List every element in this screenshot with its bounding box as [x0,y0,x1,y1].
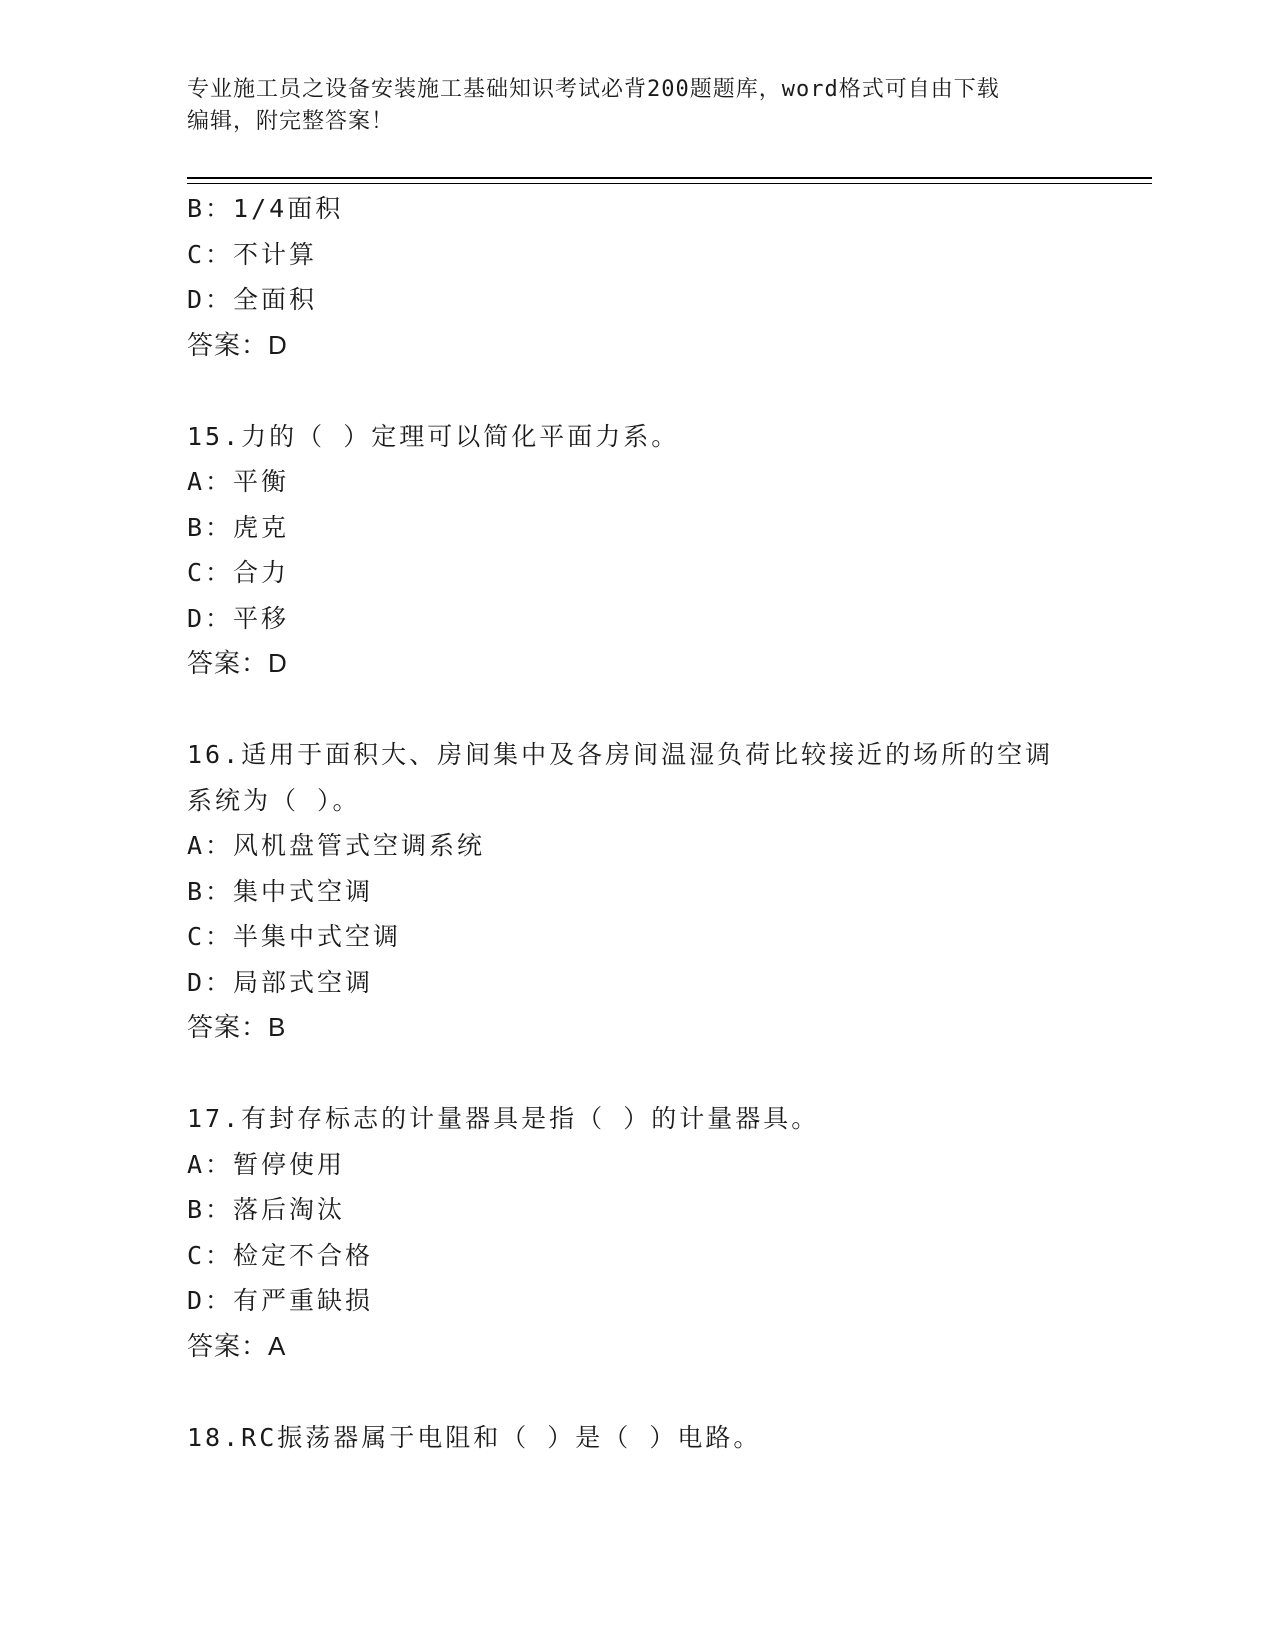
option-b: B：虎克 [187,512,290,542]
option-c: C：半集中式空调 [187,922,402,951]
option-b: B：集中式空调 [187,876,374,906]
spacer [187,1051,1087,1097]
document-header [187,74,1067,138]
spacer [187,687,1087,733]
question-list [187,186,1087,1460]
answer-line: 答案：B [187,1012,287,1042]
option-d: D：有严重缺损 [187,1286,374,1315]
option-a: A：平衡 [187,467,290,496]
question-stem: 15.力的（ ）定理可以简化平面力系。 [187,421,680,451]
header-line-1: 专业施工员之设备安装施工基础知识考试必背200题题库，word格式可自由下载 [187,77,1000,102]
option-d: D：平移 [187,603,290,633]
option-a: A：暂停使用 [187,1149,346,1179]
answer-line: 答案：D [187,329,288,360]
option-b: B：落后淘汰 [187,1195,346,1224]
spacer [187,368,1087,414]
question-stem-continued: 系统为（ ）。 [187,785,361,815]
option-d: D：局部式空调 [187,967,374,997]
question-stem: 18.RC振荡器属于电阻和（ ）是（ ）电路。 [187,1422,762,1452]
option-b: B：1/4面积 [187,194,344,223]
answer-line: 答案：D [187,648,288,678]
option-c: C：不计算 [187,239,318,269]
header-rule-thin [187,183,1152,184]
option-a: A：风机盘管式空调系统 [187,831,486,860]
answer-line: 答案：A [187,1330,287,1361]
header-rule-thick [187,177,1152,179]
option-c: C：检定不合格 [187,1240,374,1270]
spacer [187,1369,1087,1415]
option-c: C：合力 [187,558,290,587]
option-d: D：全面积 [187,285,318,314]
question-stem: 16.适用于面积大、房间集中及各房间温湿负荷比较接近的场所的空调 [187,740,1054,769]
question-stem: 17.有封存标志的计量器具是指（ ）的计量器具。 [187,1104,820,1133]
header-line-2: 编辑，附完整答案！ [187,109,395,134]
